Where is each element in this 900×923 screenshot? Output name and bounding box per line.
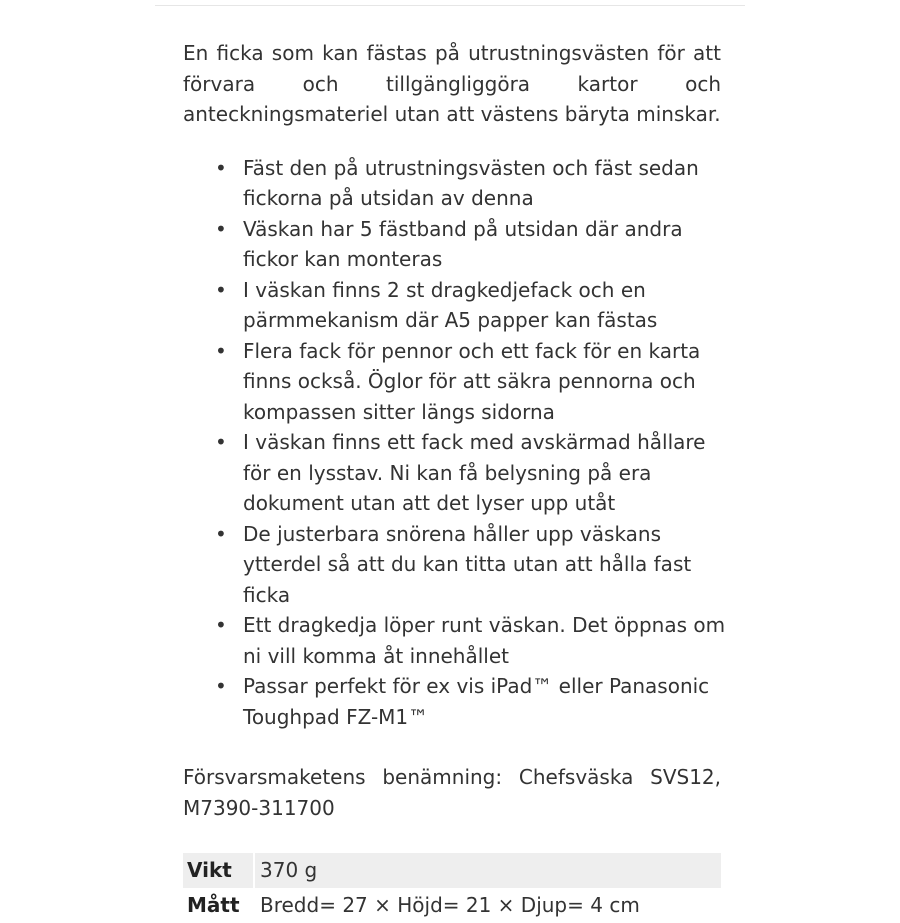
bullet-icon: • bbox=[215, 277, 227, 302]
bullet-icon: • bbox=[215, 430, 227, 454]
product-description bbox=[183, 38, 726, 923]
feature-list bbox=[183, 153, 726, 733]
list-item bbox=[215, 275, 733, 336]
feature-text: Passar perfekt för ex vis iPad™ eller Panasonic Toughpad FZ-M1™ bbox=[243, 674, 710, 729]
table-row-size bbox=[183, 888, 721, 923]
list-item bbox=[215, 610, 733, 671]
feature-text: De justerbara snörena håller upp väskans ytterdel så att du kan titta utan att hålla fast ficka bbox=[243, 521, 692, 607]
feature-text: Ett dragkedja löper runt väskan. Det öppnas om ni vill komma åt innehållet bbox=[243, 613, 726, 668]
size-label: Mått bbox=[187, 893, 240, 918]
size-value: Bredd= 27 × Höjd= 21 × Djup= 4 cm bbox=[253, 888, 640, 923]
list-item bbox=[215, 427, 733, 519]
bullet-icon: • bbox=[215, 216, 227, 241]
feature-text: I väskan finns ett fack med avskärmad hållare för en lysstav. Ni kan få belysning på era dokument utan att det lyser upp utåt bbox=[243, 430, 706, 515]
list-item bbox=[215, 671, 733, 732]
feature-text: Fäst den på utrustningsvästen och fäst sedan fickorna på utsidan av denna bbox=[243, 155, 699, 210]
list-item bbox=[215, 519, 733, 611]
list-item bbox=[215, 153, 733, 214]
bullet-icon: • bbox=[215, 613, 227, 637]
bullet-icon: • bbox=[215, 155, 227, 180]
designation-paragraph: Försvarsmaketens benämning: Chefsväska SVS12, M7390-311700 bbox=[183, 765, 721, 820]
bullet-icon: • bbox=[215, 338, 227, 363]
specs-table bbox=[183, 853, 721, 923]
intro-paragraph: En ficka som kan fästas på utrustningsvästen för att förvara och tillgängliggöra kartor och anteckningsmateriel utan att västens bäryta minskar. bbox=[183, 41, 721, 126]
weight-value: 370 g bbox=[253, 853, 317, 888]
feature-text: I väskan finns 2 st dragkedjefack och en pärmmekanism där A5 papper kan fästas bbox=[243, 277, 658, 332]
weight-label: Vikt bbox=[187, 858, 232, 883]
feature-text: Flera fack för pennor och ett fack för en karta finns också. Öglor för att säkra pennorna och kompassen sitter längs sidorna bbox=[243, 338, 701, 424]
feature-text: Väskan har 5 fästband på utsidan där andra fickor kan monteras bbox=[243, 216, 683, 271]
bullet-icon: • bbox=[215, 521, 227, 546]
list-item bbox=[215, 214, 733, 275]
list-item bbox=[215, 336, 733, 428]
table-row-weight bbox=[183, 853, 721, 888]
top-divider bbox=[155, 5, 745, 6]
bullet-icon: • bbox=[215, 674, 227, 698]
